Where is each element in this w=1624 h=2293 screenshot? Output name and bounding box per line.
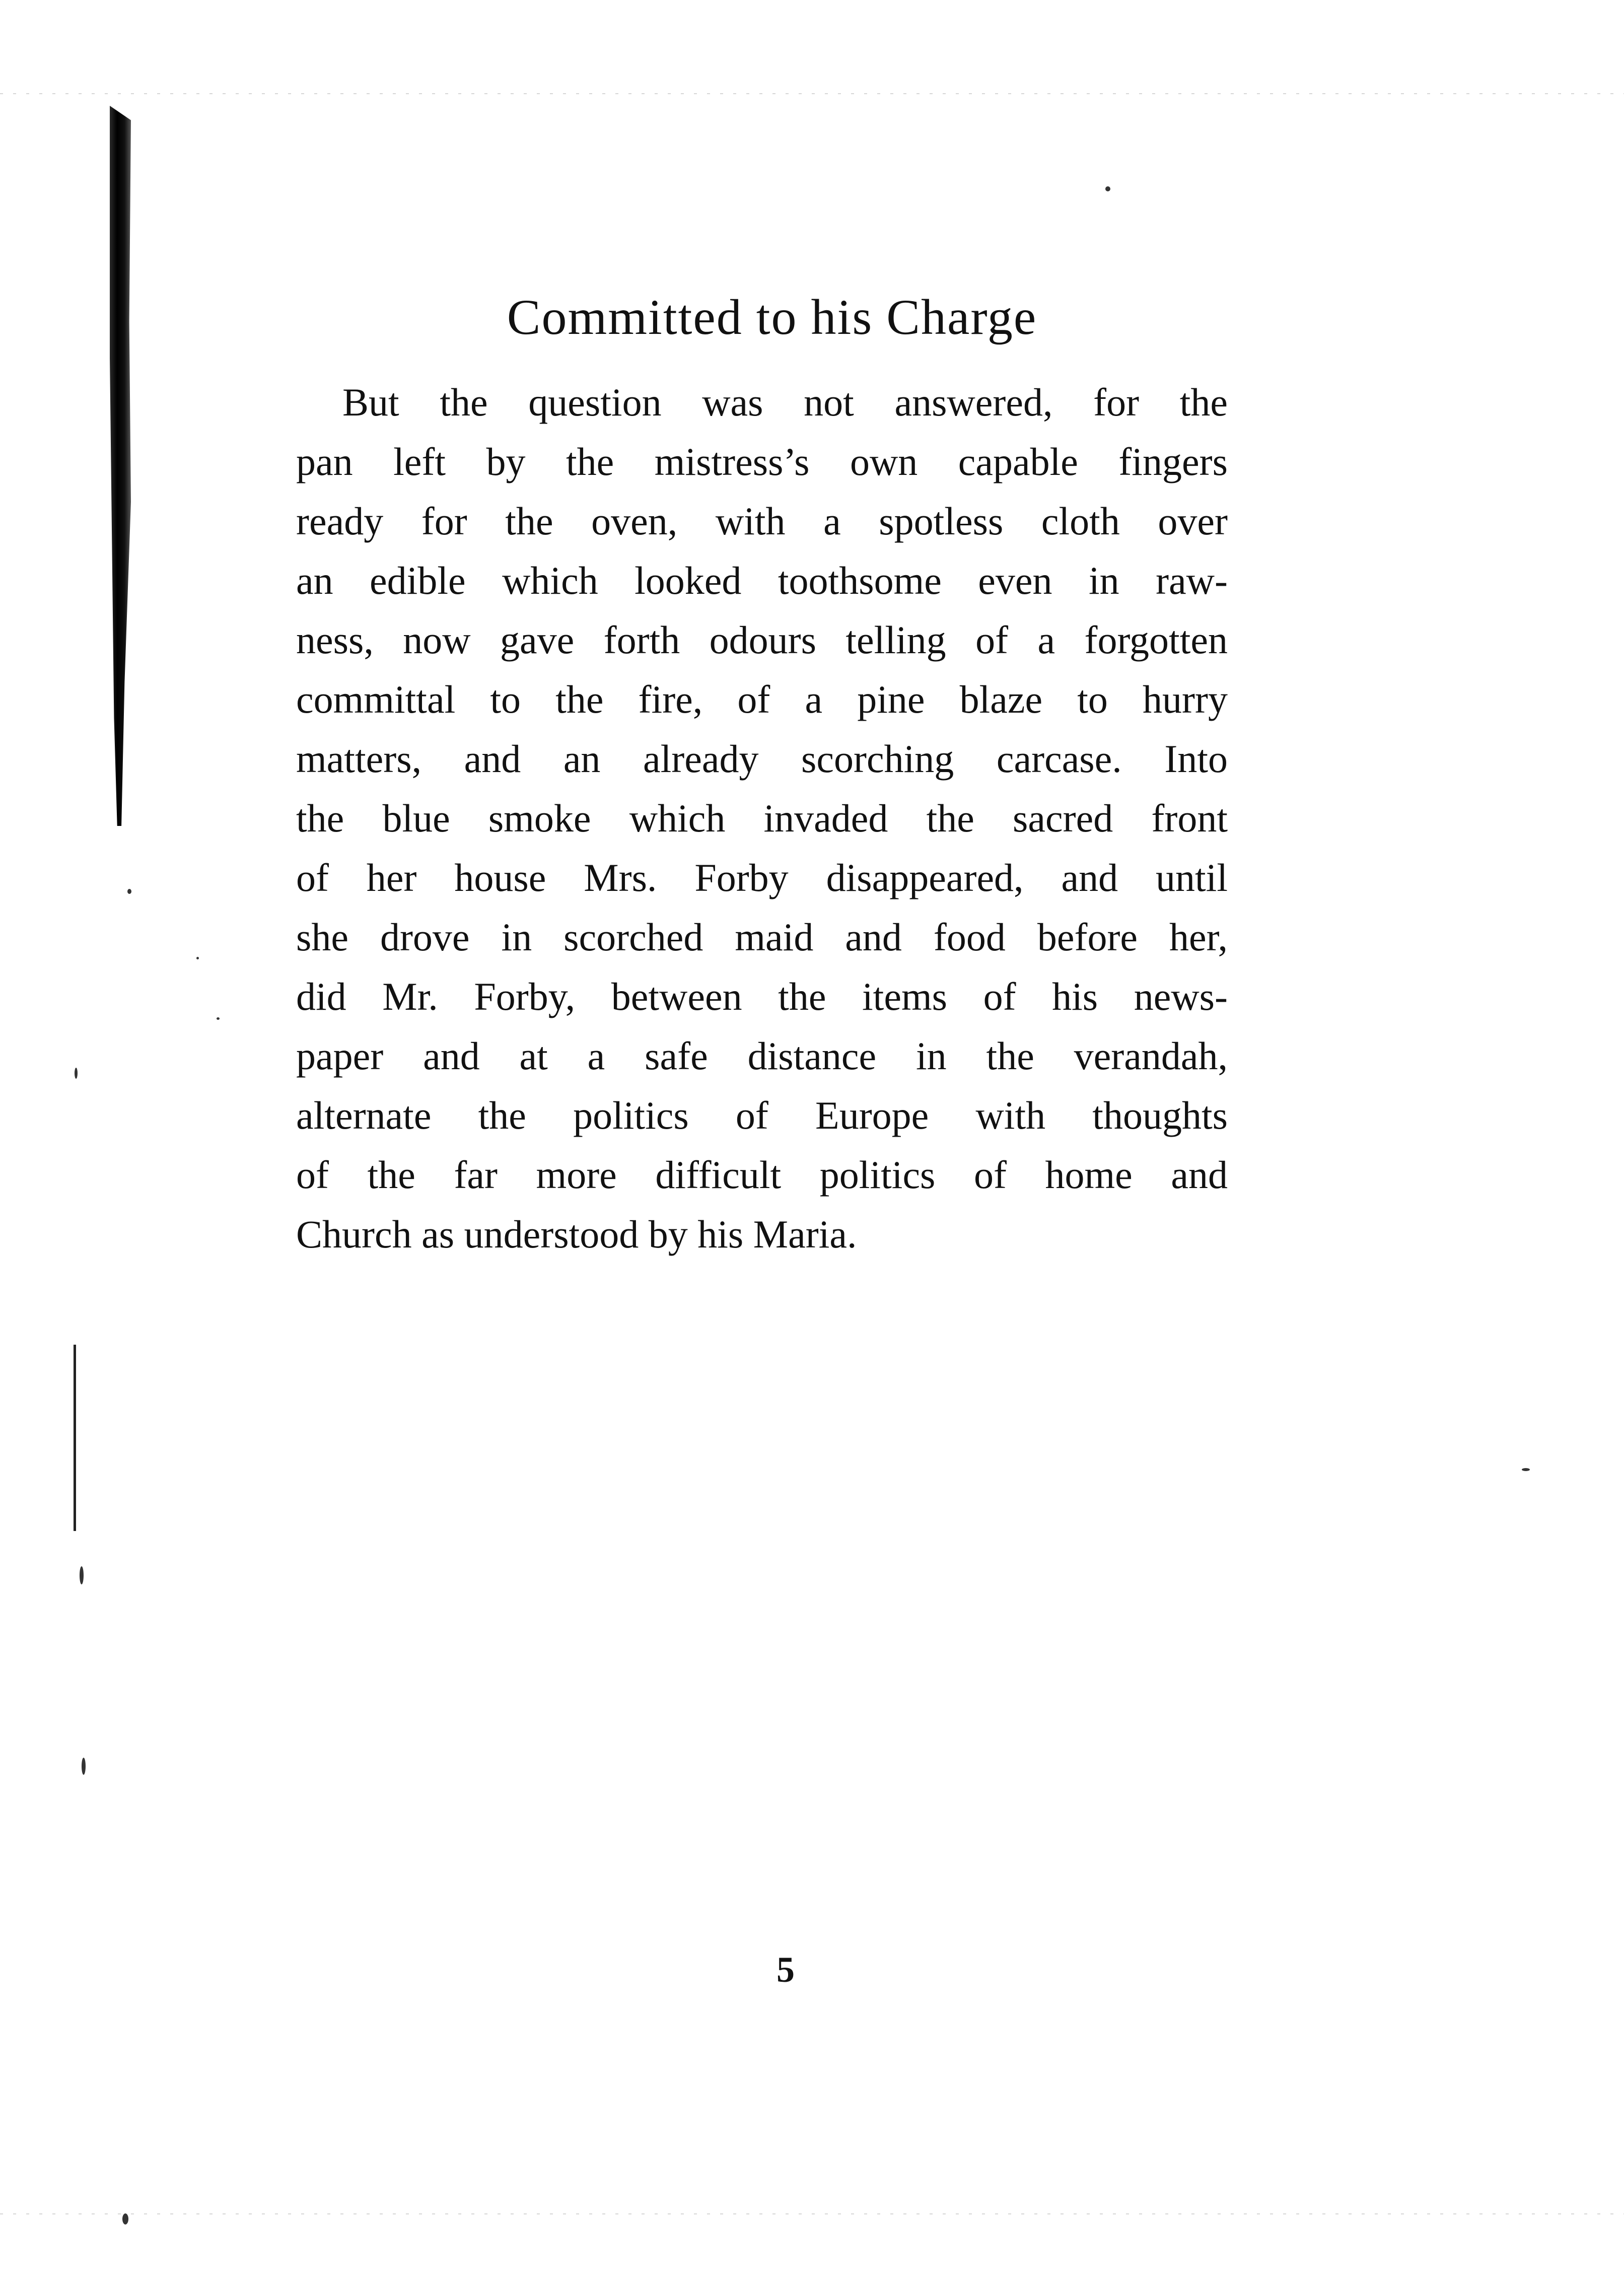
scan-speck <box>127 889 131 894</box>
scan-speck <box>75 1068 78 1079</box>
text-line: ness, now gave forth odours telling of a forgotten <box>296 618 1228 662</box>
scan-speck <box>1105 186 1110 191</box>
text-line: Church as understood by his Maria. <box>296 1212 857 1256</box>
text-line: committal to the fire, of a pine blaze to hurry <box>296 677 1228 721</box>
top-scan-edge <box>0 93 1624 94</box>
text-line: matters, and an already scorching carcase. Into <box>296 737 1228 781</box>
scan-speck <box>196 957 199 959</box>
chapter-title: Committed to his Charge <box>507 289 1037 345</box>
binding-shadow <box>110 106 131 826</box>
text-line: But the question was not answered, for the <box>342 380 1228 424</box>
body-paragraph <box>296 373 1228 1264</box>
scan-speck <box>80 1566 84 1584</box>
text-line: an edible which looked toothsome even in raw- <box>296 559 1228 602</box>
text-line: the blue smoke which invaded the sacred front <box>296 796 1228 840</box>
scan-speck <box>1522 1468 1530 1471</box>
text-line: paper and at a safe distance in the verandah, <box>296 1034 1228 1078</box>
text-line: did Mr. Forby, between the items of his news- <box>296 975 1228 1018</box>
text-line: alternate the politics of Europe with thoughts <box>296 1093 1228 1137</box>
text-block <box>296 282 1228 1264</box>
text-line: ready for the oven, with a spotless cloth over <box>296 499 1228 543</box>
text-line: she drove in scorched maid and food before her, <box>296 915 1228 959</box>
page-number: 5 <box>776 1950 795 1990</box>
scan-speck <box>122 2213 128 2225</box>
text-line: of the far more difficult politics of home and <box>296 1153 1228 1197</box>
margin-scan-line <box>74 1345 76 1531</box>
bottom-scan-edge <box>0 2213 1624 2214</box>
scan-speck <box>217 1017 220 1020</box>
text-line: of her house Mrs. Forby disappeared, and until <box>296 856 1228 899</box>
scan-speck <box>82 1758 86 1775</box>
text-line: pan left by the mistress’s own capable fingers <box>296 440 1228 483</box>
